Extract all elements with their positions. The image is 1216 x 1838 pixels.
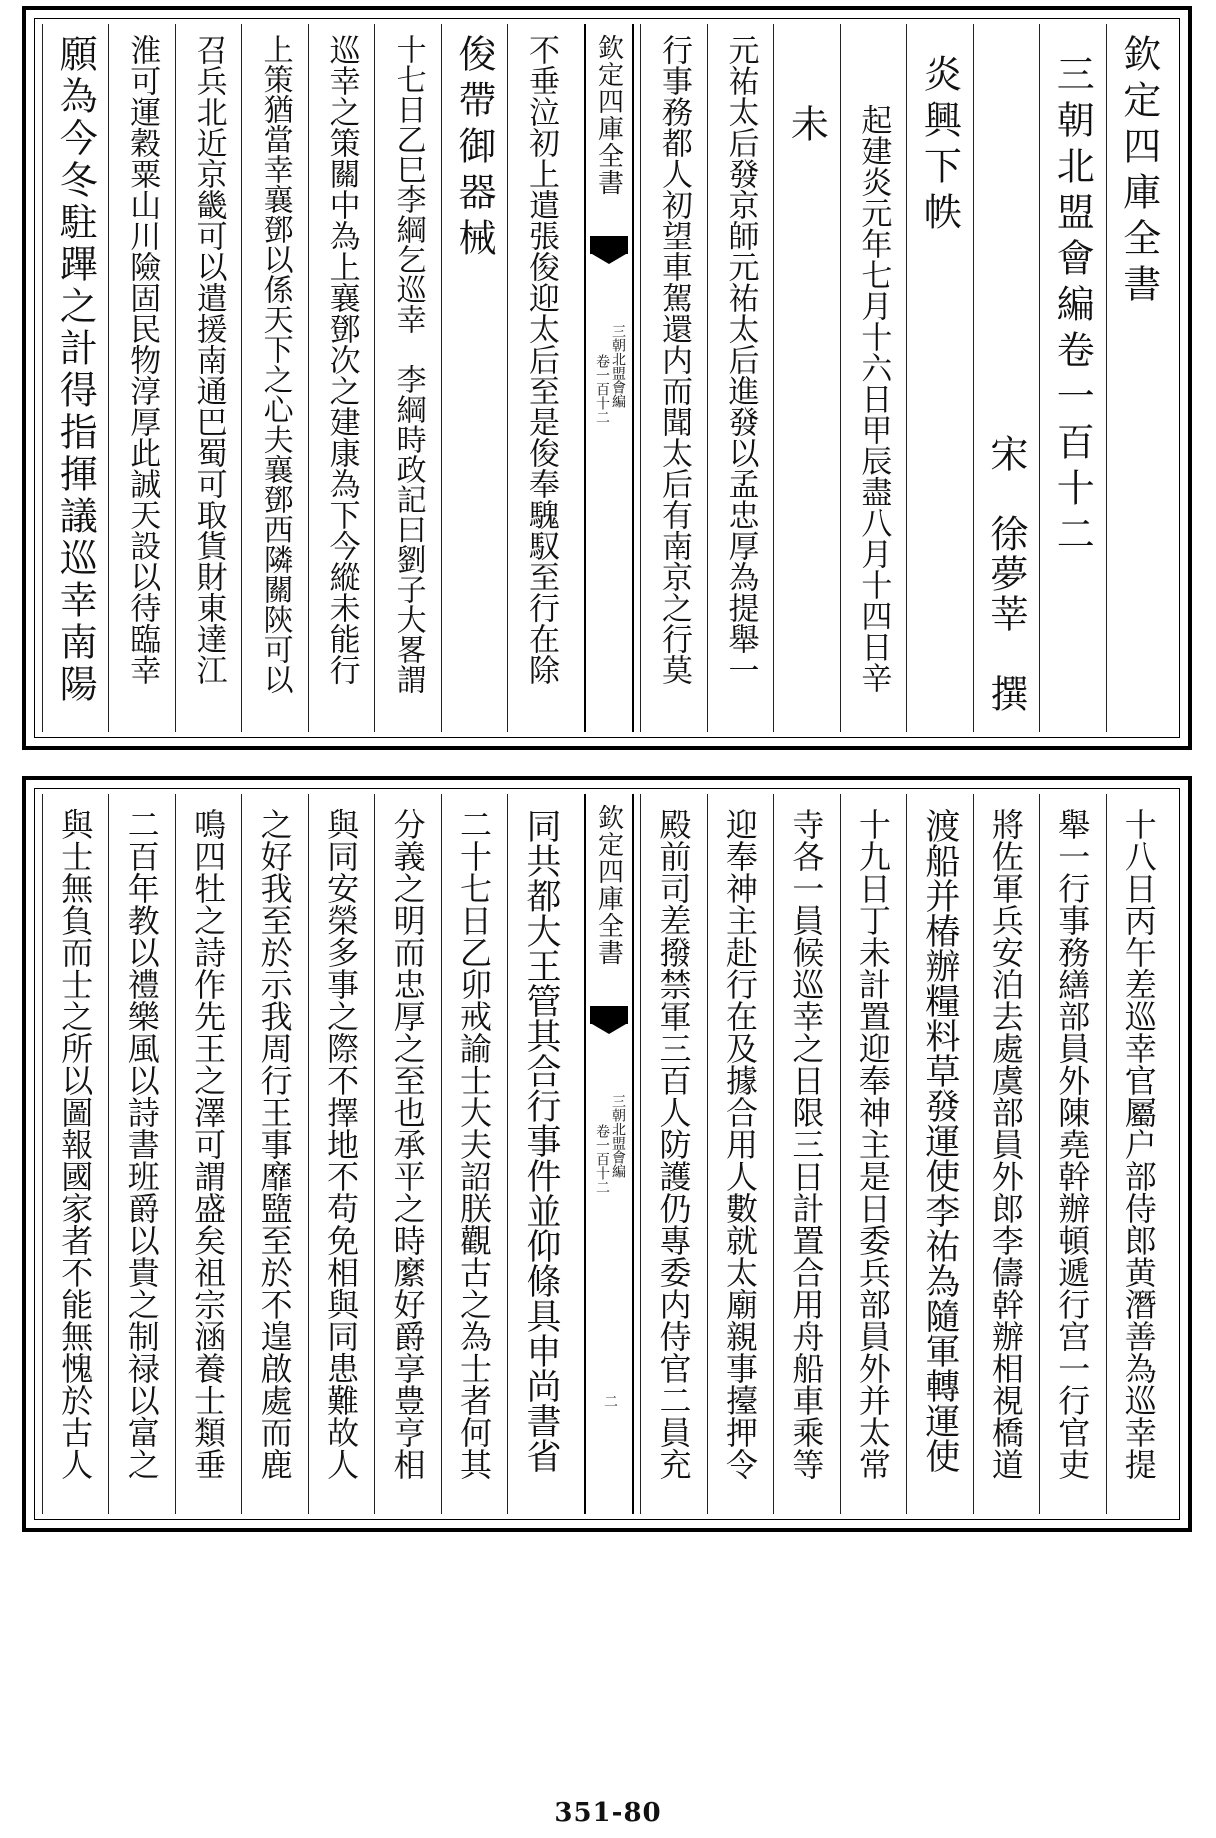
text-column [175, 24, 241, 732]
column-rule [707, 24, 708, 732]
text-column [640, 24, 706, 732]
column-rule [707, 794, 708, 1514]
gutter-book-title: 三朝北盟會編 [610, 1094, 626, 1178]
column-rule [1039, 24, 1040, 732]
text-column [840, 794, 906, 1514]
column-text: 淮可運穀粟山川險固民物淳厚此誠天設以待臨幸 [124, 34, 161, 685]
text-column [241, 794, 307, 1514]
gutter-leaf-number: 二 [602, 1394, 618, 1408]
column-rule [108, 24, 109, 732]
column-text: 之好我至於示我周行王事靡盬至於不遑啟處而鹿 [255, 808, 294, 1480]
column-text: 渡船并椿辦糧料草發運使李祐為隨軍轉運使 [919, 808, 960, 1473]
column-text: 十八日丙午差巡幸官屬户部侍郎黄潛善為巡幸提 [1119, 808, 1158, 1480]
column-rule [241, 794, 242, 1514]
column-rule [175, 24, 176, 732]
column-rule [308, 794, 309, 1514]
column-text: 舉一行事務繕部員外陳堯幹辦頓遞行宫一行官吏 [1053, 808, 1092, 1480]
column-rule [308, 24, 309, 732]
text-column [906, 24, 972, 732]
text-column [441, 24, 507, 732]
column-text: 宋 徐夢莘 撰 [983, 434, 1028, 714]
column-rule [507, 24, 508, 732]
column-rule [773, 794, 774, 1514]
column-rule [374, 794, 375, 1514]
column-text: 二百年教以禮樂風以詩書班爵以貴之制禄以富之 [122, 808, 161, 1480]
text-column [773, 24, 839, 732]
fishtail-mark [590, 236, 628, 254]
text-column [773, 794, 839, 1514]
center-gutter [584, 24, 634, 732]
gutter-volume: 卷一百十二 [594, 354, 610, 424]
column-rule [241, 24, 242, 732]
column-rule [973, 794, 974, 1514]
column-text: 元祐太后發京師元祐太后進發以孟忠厚為提舉一 [722, 34, 759, 685]
column-rule [42, 794, 43, 1514]
column-rule [640, 24, 641, 732]
column-text: 起建炎元年七月十六日甲辰盡八月十四日辛 [855, 104, 892, 693]
text-column [906, 794, 972, 1514]
column-text: 不垂泣初上遣張俊迎太后至是俊奉騩馭至行在除 [523, 34, 560, 685]
column-text: 未 [784, 104, 829, 150]
column-text: 殿前司差撥禁軍三百人防護仍專委内侍官二員充 [654, 808, 693, 1480]
text-column [1039, 24, 1105, 732]
column-text: 寺各一員候巡幸之日限三日計置合用舟船車乘等 [787, 808, 826, 1480]
fishtail-mark [590, 1006, 628, 1024]
bottom-page [22, 776, 1192, 1532]
column-text: 願為今冬駐蹕之計得指揮議巡幸南陽 [53, 34, 98, 706]
column-rule [441, 24, 442, 732]
column-rule [640, 794, 641, 1514]
column-text: 召兵北近京畿可以遣援南通巴蜀可取貨財東達江 [190, 34, 227, 685]
column-text: 同共都大王管其合行事件並仰條具申尚書省 [521, 808, 562, 1473]
column-rule [840, 794, 841, 1514]
column-rule [1039, 794, 1040, 1514]
column-rule [42, 24, 43, 732]
column-text: 上策猶當幸襄鄧以係天下之心夫襄鄧西隣關陝可以 [257, 34, 293, 694]
text-column [374, 794, 440, 1514]
column-rule [906, 794, 907, 1514]
column-rule [1106, 24, 1107, 732]
column-text: 行事務都人初望車駕還内而聞太后有南京之行莫 [655, 34, 692, 685]
column-rule [1106, 794, 1107, 1514]
column-text: 三朝北盟會編卷一百十二 [1050, 54, 1095, 560]
column-text: 炎興下帙 [917, 54, 962, 238]
column-text: 鳴四牡之詩作先王之澤可謂盛矣祖宗涵養士類垂 [189, 808, 228, 1480]
gutter-title: 欽定四庫全書 [593, 34, 624, 196]
column-text: 迎奉神主赴行在及據合用人數就太廟親事擡押令 [720, 808, 759, 1480]
column-text: 巡幸之策關中為上襄鄧次之建康為下今縱未能行 [323, 34, 360, 685]
text-column [241, 24, 307, 732]
text-column [42, 24, 108, 732]
center-gutter [584, 794, 634, 1514]
column-text: 與同安榮多事之際不擇地不苟免相與同患難故人 [322, 808, 361, 1480]
text-column [374, 24, 440, 732]
column-text: 俊帶御器械 [452, 34, 497, 264]
text-column [973, 794, 1039, 1514]
text-column [441, 794, 507, 1514]
text-column [840, 24, 906, 732]
text-column [707, 24, 773, 732]
gutter-volume: 卷一百十二 [594, 1124, 610, 1194]
column-rule [374, 24, 375, 732]
text-column [175, 794, 241, 1514]
column-text: 與士無負而士之所以圖報國家者不能無愧於古人 [56, 808, 95, 1480]
text-column [108, 24, 174, 732]
text-column [308, 794, 374, 1514]
column-text: 十九日丁未計置迎奉神主是日委兵部員外并太常 [853, 808, 892, 1480]
column-rule [906, 24, 907, 732]
text-column [108, 794, 174, 1514]
gutter-title: 欽定四庫全書 [593, 804, 624, 966]
column-text: 欽定四庫全書 [1116, 34, 1161, 310]
column-rule [441, 794, 442, 1514]
text-column [42, 794, 108, 1514]
column-rule [507, 794, 508, 1514]
text-column [707, 794, 773, 1514]
column-text: 分義之明而忠厚之至也承平之時縻好爵享豊亨相 [388, 808, 427, 1480]
text-column [973, 24, 1039, 732]
column-rule [973, 24, 974, 732]
text-column [640, 794, 706, 1514]
column-text: 十七日乙巳李綱乞巡幸 李綱時政記曰劉子大畧謂 [390, 34, 426, 694]
column-text: 將佐軍兵安泊去處虞部員外郎李儔幹辦相視橋道 [986, 808, 1025, 1480]
top-page [22, 6, 1192, 750]
page-number: 351-80 [554, 1798, 662, 1828]
gutter-book-title: 三朝北盟會編 [610, 324, 626, 408]
column-rule [108, 794, 109, 1514]
text-column [1106, 794, 1172, 1514]
text-column [507, 24, 573, 732]
column-rule [840, 24, 841, 732]
text-column [308, 24, 374, 732]
text-column [1039, 794, 1105, 1514]
text-column [1106, 24, 1172, 732]
column-rule [175, 794, 176, 1514]
text-column [507, 794, 573, 1514]
column-text: 二十七日乙卯戒諭士大夫詔朕觀古之為士者何其 [455, 808, 494, 1480]
column-rule [773, 24, 774, 732]
